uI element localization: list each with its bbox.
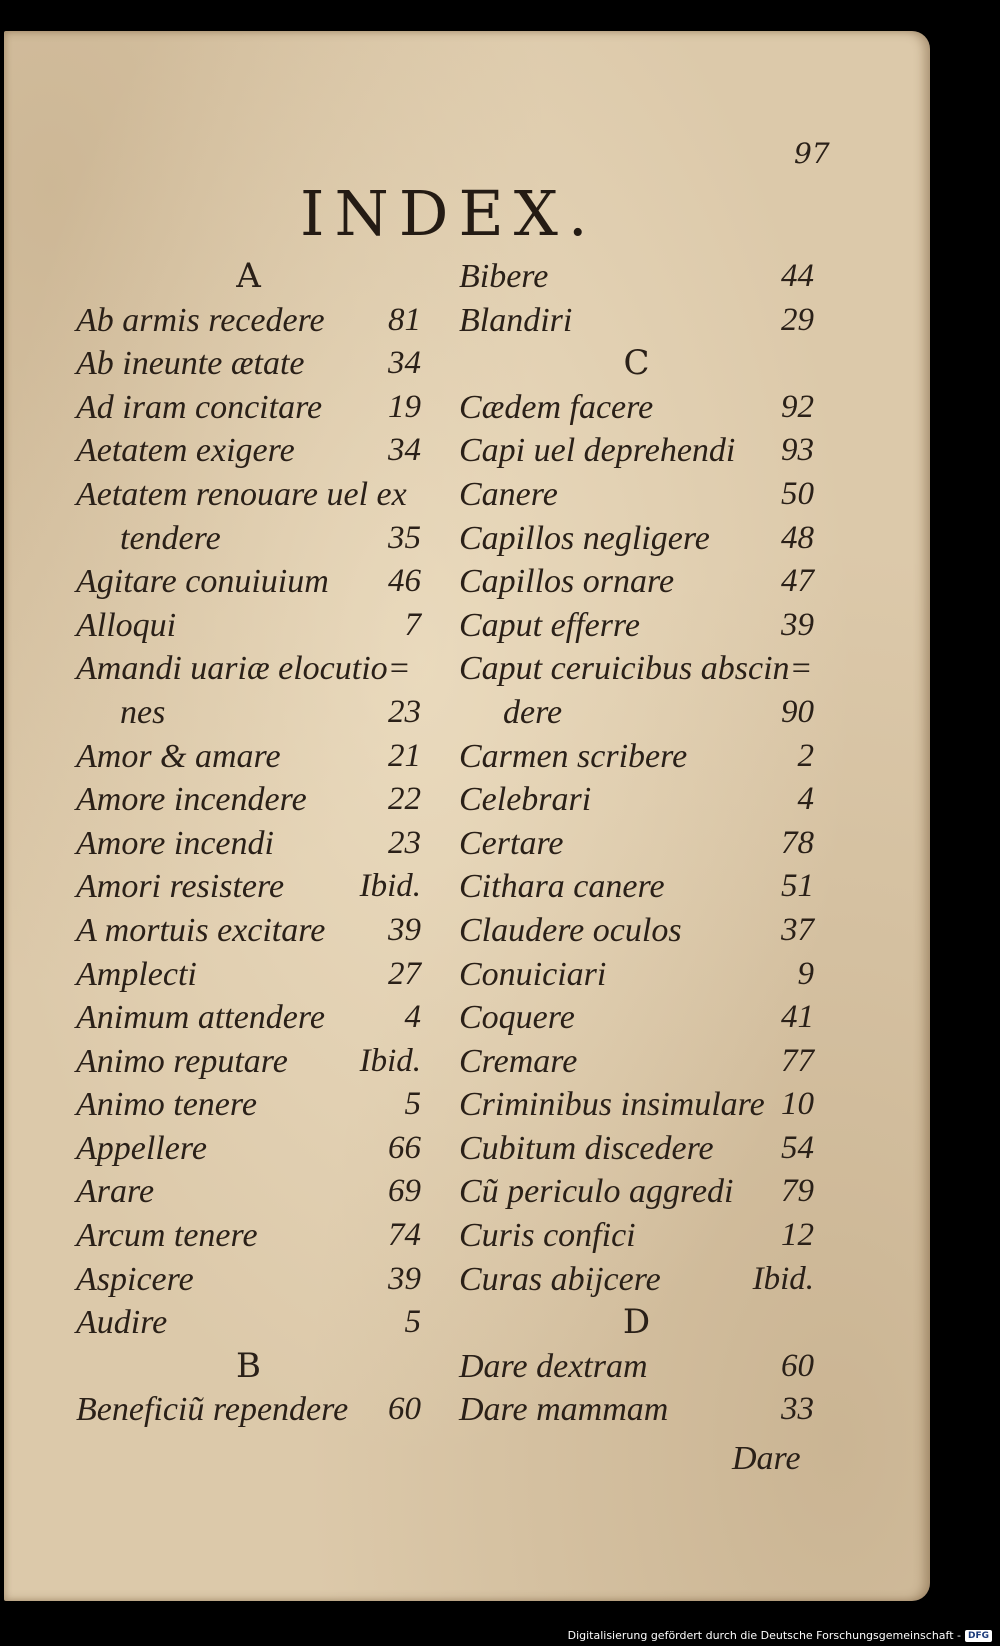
index-entry [76,778,421,822]
index-term: Aetatem exigere [76,432,295,470]
index-entry [459,1258,814,1302]
index-term: Certare [459,824,564,862]
index-entry [76,909,421,953]
index-term: Amplecti [76,955,197,993]
index-term: Curas abijcere [459,1260,661,1298]
index-page-ref: 69 [388,1173,421,1210]
index-entry [459,735,814,779]
index-term: Aetatem renouare uel ex [76,475,407,513]
index-page-ref: 39 [388,911,421,948]
index-entry [459,909,814,953]
index-entry [459,604,814,648]
index-page-ref: 74 [388,1217,421,1254]
index-entry [76,735,421,779]
index-term: Caput efferre [459,606,640,644]
index-term: Agitare conuiuium [76,563,329,601]
index-term: Animo reputare [76,1042,288,1080]
index-term: Dare mammam [459,1391,669,1429]
index-term: dere [503,693,563,731]
index-page-ref: 10 [781,1086,814,1123]
index-term: Blandiri [459,301,573,339]
page-title: INDEX. [300,177,598,250]
index-page-ref: 60 [388,1391,421,1428]
index-page-ref: 51 [781,868,814,905]
index-entry [76,473,421,517]
index-entry [459,255,814,299]
index-page-ref: 35 [388,519,421,556]
index-term: Appellere [76,1129,207,1167]
index-page-ref: 9 [797,955,814,992]
index-term: Amore incendere [76,781,307,819]
index-page-ref: 81 [388,301,421,338]
index-page-ref: 46 [388,563,421,600]
index-letter-heading [459,1301,814,1345]
index-term: Curis confici [459,1217,636,1255]
index-letter-heading [76,1345,421,1389]
index-page-ref: 47 [781,563,814,600]
page-number: 97 [794,137,830,170]
index-entry [459,560,814,604]
index-entry [459,299,814,343]
index-term: Animum attendere [76,999,325,1037]
index-term: Criminibus insimulare [459,1086,765,1124]
index-entry [76,1301,421,1345]
index-entry [459,822,814,866]
index-page-ref: 29 [781,301,814,338]
index-entry [76,560,421,604]
index-entry [76,1170,421,1214]
index-entry [76,386,421,430]
index-page-ref: Ibid. [752,1260,814,1297]
index-page-ref: 4 [797,781,814,818]
index-entry [76,1388,421,1432]
footer-text: Digitalisierung gefördert durch die Deutsche Forschungsgemeinschaft - [567,1629,961,1642]
index-term: Conuiciari [459,955,607,993]
index-entry [459,429,814,473]
index-entry [76,299,421,343]
catchword: Dare [732,1440,801,1477]
book-page [4,31,930,1601]
index-term: Arcum tenere [76,1217,258,1255]
index-page-ref: 92 [781,388,814,425]
index-term: Animo tenere [76,1086,257,1124]
index-entry [459,865,814,909]
index-term: Audire [76,1304,168,1342]
letter-heading-text: C [623,343,650,384]
index-term: Capi uel deprehendi [459,432,736,470]
index-term: Amandi uariæ elocutio= [76,650,411,688]
index-entry [76,604,421,648]
index-term: Claudere oculos [459,911,682,949]
index-entry [76,517,421,561]
index-entry [459,647,814,691]
index-entry [459,1388,814,1432]
index-page-ref: 60 [781,1347,814,1384]
index-term: Dare dextram [459,1347,648,1385]
index-entry [459,778,814,822]
index-page-ref: 93 [781,432,814,469]
index-page-ref: 54 [781,1129,814,1166]
index-term: Canere [459,475,558,513]
index-page-ref: 22 [388,781,421,818]
index-term: Cũ periculo aggredi [459,1173,734,1211]
index-entry [76,996,421,1040]
index-term: Capillos ornare [459,563,675,601]
index-entry [459,1127,814,1171]
index-letter-heading [459,342,814,386]
index-term: Arare [76,1173,155,1211]
index-term: Ab armis recedere [76,301,325,339]
index-page-ref: 66 [388,1129,421,1166]
digitization-footer [568,1629,992,1642]
index-page-ref: 27 [388,955,421,992]
index-term: tendere [120,519,221,557]
index-entry [459,1214,814,1258]
index-entry [459,1345,814,1389]
index-page-ref: 5 [404,1086,421,1123]
index-term: Celebrari [459,781,592,819]
index-term: Bibere [459,258,549,295]
index-entry [76,1214,421,1258]
index-term: nes [120,693,166,731]
index-column-right [459,255,814,1432]
index-entry [76,1083,421,1127]
index-entry [76,429,421,473]
index-entry [459,996,814,1040]
index-term: Caput ceruicibus abscin= [459,650,813,688]
index-page-ref: 23 [388,693,421,730]
index-term: Alloqui [76,606,177,644]
index-column-left [76,255,421,1432]
index-entry [76,647,421,691]
index-page-ref: 21 [388,737,421,774]
index-entry [76,1040,421,1084]
index-page-ref: 34 [388,432,421,469]
index-entry [76,691,421,735]
index-page-ref: Ibid. [359,868,421,905]
index-term: Ad iram concitare [76,388,323,426]
index-entry [459,1170,814,1214]
index-term: Capillos negligere [459,519,710,557]
index-page-ref: 4 [404,999,421,1036]
index-term: A mortuis excitare [76,911,326,949]
index-term: Aspicere [76,1260,194,1298]
index-page-ref: 23 [388,824,421,861]
index-term: Ab ineunte ætate [76,345,305,383]
index-page-ref: 79 [781,1173,814,1210]
index-term: Cremare [459,1042,578,1080]
index-entry [459,517,814,561]
index-page-ref: 33 [781,1391,814,1428]
index-entry [459,386,814,430]
index-term: Amor & amare [76,737,281,775]
index-page-ref: 19 [388,388,421,425]
index-term: Cubitum discedere [459,1129,714,1167]
index-page-ref: 44 [781,258,814,294]
index-entry [76,953,421,997]
letter-heading-text: D [622,1302,651,1343]
letter-heading-text: B [236,1345,261,1386]
index-page-ref: Ibid. [359,1042,421,1079]
index-page-ref: 5 [404,1304,421,1341]
index-term: Coquere [459,999,575,1037]
index-entry [76,822,421,866]
index-term: Amore incendi [76,824,274,862]
dfg-logo: DFG [965,1630,992,1642]
index-page-ref: 50 [781,475,814,512]
index-term: Cithara canere [459,868,665,906]
index-entry [76,1258,421,1302]
index-page-ref: 41 [781,999,814,1036]
index-page-ref: 48 [781,519,814,556]
index-letter-heading [76,255,421,299]
index-page-ref: 78 [781,824,814,861]
index-entry [459,691,814,735]
letter-heading-text: A [236,256,261,296]
index-term: Carmen scribere [459,737,688,775]
index-page-ref: 90 [781,693,814,730]
index-page-ref: 39 [388,1260,421,1297]
index-entry [76,865,421,909]
index-entry [459,473,814,517]
index-page-ref: 34 [388,345,421,382]
index-page-ref: 39 [781,606,814,643]
index-term: Amori resistere [76,868,285,906]
index-entry [459,953,814,997]
index-page-ref: 2 [797,737,814,774]
index-page-ref: 12 [781,1217,814,1254]
index-entry [459,1040,814,1084]
index-entry [76,342,421,386]
index-page-ref: 77 [781,1042,814,1079]
index-term: Beneficiũ rependere [76,1391,349,1429]
index-term: Cædem facere [459,388,654,426]
index-entry [459,1083,814,1127]
index-page-ref: 37 [781,911,814,948]
index-entry [76,1127,421,1171]
index-page-ref: 7 [404,606,421,643]
